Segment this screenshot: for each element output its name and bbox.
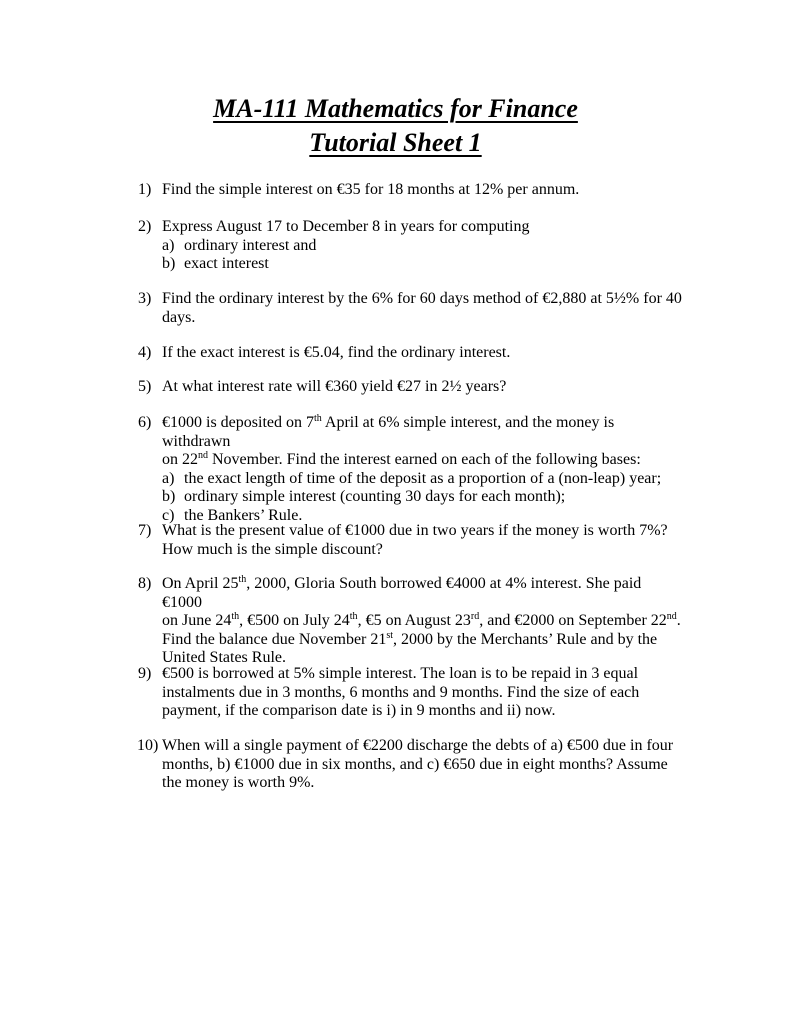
ordinal-suffix: th <box>314 413 322 424</box>
sub-item-label: b) <box>162 488 176 505</box>
text-run: . <box>676 612 681 629</box>
sub-item-text: exact interest <box>184 255 269 272</box>
question-text: If the exact interest is €5.04, find the ordinary interest. <box>162 344 511 361</box>
question-text-line <box>162 631 683 650</box>
ordinal-suffix: th <box>238 574 247 585</box>
question-number: 3) <box>138 290 152 307</box>
text-run: April at 6% simple interest, and the money is withdrawn <box>162 414 615 450</box>
ordinal-suffix: rd <box>470 611 480 622</box>
ordinal-suffix: nd <box>666 611 677 622</box>
question-number: 5) <box>138 378 152 395</box>
sub-item-text: ordinary simple interest (counting 30 days for each month); <box>184 488 566 505</box>
sub-item-label: a) <box>162 469 175 487</box>
question-text-line <box>162 451 683 470</box>
sub-item-label: b) <box>162 255 176 272</box>
question-1 <box>138 181 683 200</box>
sub-item-text: ordinary interest and <box>184 236 317 254</box>
text-run: , 2000 by the Merchants’ Rule and by the <box>393 630 658 648</box>
question-text-line <box>162 575 683 612</box>
ordinal-suffix: nd <box>198 450 208 461</box>
question-text-line: Find the ordinary interest by the 6% for 60 days method of €2,880 at 5½% for 40 <box>162 290 682 307</box>
question-text-line <box>162 612 683 631</box>
text-run: November. Find the interest earned on each of the following bases: <box>208 451 641 468</box>
text-run: , and €2000 on September 22 <box>479 612 667 629</box>
question-text: Find the simple interest on €35 for 18 months at 12% per annum. <box>162 181 580 198</box>
text-run: On April 25 <box>162 575 239 592</box>
sub-item-text: the exact length of time of the deposit as a proportion of a (non-leap) year; <box>184 469 662 487</box>
question-number: 10) <box>137 737 159 754</box>
question-text-line: payment, if the comparison date is i) in 9 months and ii) now. <box>162 702 556 719</box>
text-run: Find the balance due November 21 <box>162 630 387 648</box>
text-run: on June 24 <box>162 612 232 629</box>
ordinal-suffix: th <box>349 611 358 622</box>
question-text: At what interest rate will €360 yield €27 in 2½ years? <box>162 378 507 395</box>
question-number: 8) <box>138 575 152 592</box>
question-number: 6) <box>138 414 152 431</box>
sub-item <box>138 470 683 489</box>
question-5 <box>138 378 683 397</box>
question-text-line: months, b) €1000 due in six months, and c) €650 due in eight months? Assume <box>162 755 668 773</box>
question-4 <box>138 344 683 363</box>
text-run: , €5 on August 23 <box>357 612 471 629</box>
question-8 <box>138 575 683 668</box>
question-text-line <box>162 414 683 451</box>
text-run: , 2000, Gloria South borrowed €4000 at 4% interest. She paid €1000 <box>162 575 642 611</box>
question-6 <box>138 414 683 525</box>
sub-item-text: the Bankers’ Rule. <box>184 506 303 524</box>
text-run: , €500 on July 24 <box>239 612 350 629</box>
question-number: 4) <box>138 344 152 361</box>
question-10 <box>138 737 683 793</box>
ordinal-suffix: st <box>386 629 394 641</box>
question-text-line: days. <box>162 308 196 326</box>
question-3 <box>138 290 683 327</box>
question-7 <box>138 522 683 559</box>
question-number: 7) <box>138 522 152 539</box>
ordinal-suffix: th <box>231 611 240 622</box>
question-number: 1) <box>138 181 152 198</box>
question-number: 2) <box>138 218 152 235</box>
question-number: 9) <box>138 665 152 682</box>
question-text-line: What is the present value of €1000 due in two years if the money is worth 7%? <box>162 522 668 539</box>
document-subtitle: Tutorial Sheet 1 <box>309 128 482 157</box>
question-text-line: the money is worth 9%. <box>162 774 315 791</box>
question-text-line: instalments due in 3 months, 6 months and 9 months. Find the size of each <box>162 683 640 701</box>
question-2 <box>138 218 683 274</box>
sub-item <box>138 488 683 507</box>
sub-item-label: c) <box>162 506 175 524</box>
question-text-line: When will a single payment of €2200 discharge the debts of a) €500 due in four <box>162 737 674 754</box>
text-run: €1000 is deposited on 7 <box>162 414 314 431</box>
question-9 <box>138 665 683 721</box>
sub-item <box>138 237 683 256</box>
sub-item-label: a) <box>162 236 175 254</box>
question-text-line: United States Rule. <box>162 649 286 666</box>
question-text-line: €500 is borrowed at 5% simple interest. The loan is to be repaid in 3 equal <box>162 665 639 682</box>
question-text-line: How much is the simple discount? <box>162 540 383 558</box>
document-title: MA-111 Mathematics for Finance <box>213 94 578 123</box>
sub-item <box>138 255 683 274</box>
text-run: on 22 <box>162 451 198 468</box>
question-text: Express August 17 to December 8 in years for computing <box>162 218 530 235</box>
